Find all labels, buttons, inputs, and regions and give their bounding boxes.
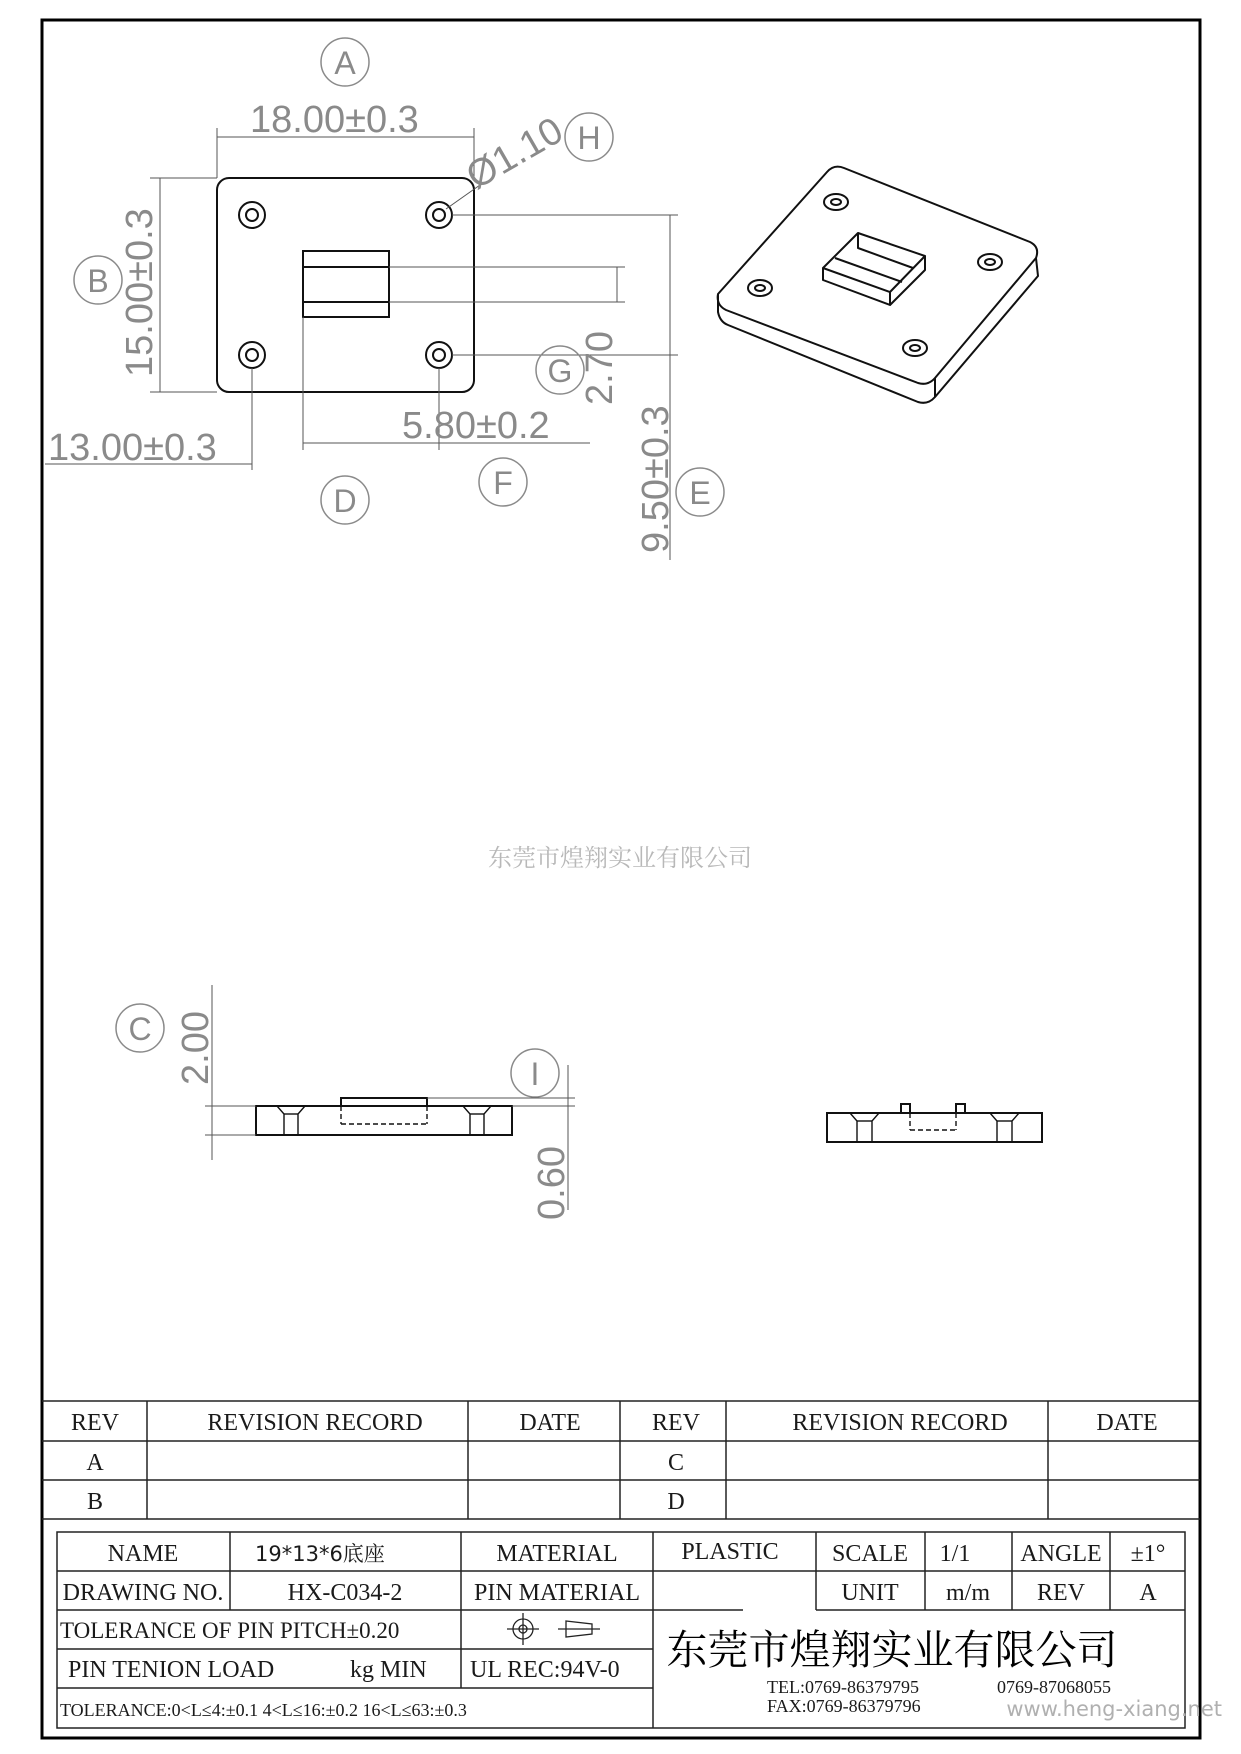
mounting-hole [426, 342, 452, 368]
balloon-d [321, 476, 369, 524]
side-view-dimension-labels [175, 1011, 573, 1220]
drawing-no-label: DRAWING NO. [62, 1580, 224, 1606]
svg-text:B: B [87, 263, 109, 299]
balloon-a [321, 38, 369, 86]
side-base [256, 1106, 512, 1135]
company-tel: TEL:0769-86379795 [767, 1677, 919, 1697]
tolerance-pin-pitch: TOLERANCE OF PIN PITCH±0.20 [60, 1618, 400, 1643]
rev-cell: C [667, 1450, 685, 1476]
mounting-hole [239, 202, 265, 228]
rev-cell: D [667, 1489, 685, 1515]
top-view-dimension-labels [48, 99, 677, 553]
angle-label: ANGLE [1020, 1541, 1102, 1567]
center-slot [303, 251, 389, 317]
pin-material-label: PIN MATERIAL [474, 1580, 640, 1606]
date-header: DATE [519, 1410, 581, 1436]
svg-text:H: H [577, 120, 601, 156]
svg-text:G: G [547, 353, 573, 389]
rev-header: REV [652, 1410, 700, 1436]
side-slot-top [341, 1098, 427, 1106]
svg-text:A: A [334, 45, 356, 81]
revision-record-header: REVISION RECORD [207, 1410, 423, 1436]
svg-text:D: D [333, 483, 357, 519]
balloon-g [536, 346, 584, 394]
balloon-f [479, 458, 527, 506]
isometric-view [718, 167, 1038, 403]
dim-slot-g: 2.70 [579, 331, 621, 405]
rev-value: A [1139, 1580, 1157, 1606]
revision-record-header: REVISION RECORD [792, 1410, 1008, 1436]
balloon-b [74, 256, 122, 304]
balloon-i [511, 1049, 559, 1097]
drawing-no-value: HX-C034-2 [287, 1580, 403, 1606]
unit-value: m/m [945, 1580, 991, 1606]
pin-tension-unit: kg MIN [350, 1657, 427, 1683]
name-value: 19*13*6底座 [255, 1542, 385, 1566]
date-header: DATE [1096, 1410, 1158, 1436]
name-label: NAME [107, 1541, 179, 1567]
rev-cell: A [86, 1450, 104, 1476]
material-label: MATERIAL [496, 1541, 618, 1567]
dim-pin-i: 0.60 [531, 1146, 573, 1220]
dim-thickness-c: 2.00 [175, 1011, 217, 1085]
title-block-text [60, 1539, 1165, 1720]
projection-symbol-icon [507, 1613, 600, 1645]
mounting-hole [239, 342, 265, 368]
balloon-c [116, 1004, 164, 1052]
svg-text:I: I [530, 1056, 540, 1092]
top-view [217, 178, 474, 392]
dim-slot-f: 5.80±0.2 [402, 405, 550, 447]
svg-text:C: C [128, 1011, 152, 1047]
balloon-h [565, 113, 613, 161]
scale-label: SCALE [831, 1541, 909, 1567]
angle-value: ±1° [1130, 1541, 1166, 1567]
rev-label: REV [1037, 1580, 1085, 1606]
rev-cell: B [86, 1489, 104, 1515]
ul-rating: UL REC:94V-0 [470, 1657, 620, 1683]
svg-text:F: F [493, 465, 513, 501]
end-view [827, 1104, 1042, 1142]
company-tel-2: 0769-87068055 [997, 1677, 1111, 1697]
material-value: PLASTIC [681, 1539, 779, 1565]
dim-hole-h: Ø1.10 [459, 109, 571, 198]
url-watermark: www.heng-xiang.net [1006, 1697, 1222, 1721]
mounting-hole [426, 202, 452, 228]
center-watermark: 东莞市煌翔实业有限公司 [488, 844, 752, 872]
general-tolerance: TOLERANCE:0<L≤4:±0.1 4<L≤16:±0.2 16<L≤63:±0.3 [60, 1700, 467, 1720]
dim-offset-e: 9.50±0.3 [635, 405, 677, 553]
company-fax: FAX:0769-86379796 [767, 1696, 921, 1716]
company-name: 东莞市煌翔实业有限公司 [666, 1626, 1118, 1674]
balloon-e [676, 468, 724, 516]
rev-header: REV [71, 1410, 119, 1436]
scale-value: 1/1 [939, 1541, 971, 1567]
dim-width-a: 18.00±0.3 [250, 99, 419, 141]
unit-label: UNIT [841, 1580, 899, 1606]
pin-tension-label: PIN TENION LOAD [68, 1657, 275, 1683]
iso-slot [823, 233, 925, 292]
dimension-balloons [74, 38, 724, 1097]
side-view [256, 1098, 512, 1135]
dim-height-b: 15.00±0.3 [119, 208, 161, 377]
svg-text:E: E [689, 475, 711, 511]
dim-pin-row-d: 13.00±0.3 [48, 427, 217, 469]
revision-table-text [71, 1410, 1158, 1515]
